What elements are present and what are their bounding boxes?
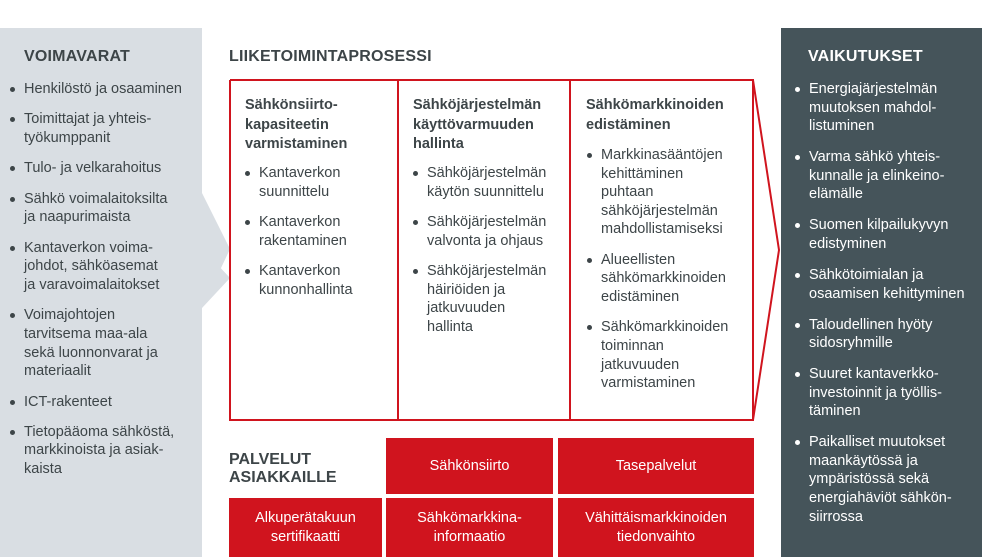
list-item: Suomen kilpailukyvyn edistyminen (795, 216, 980, 253)
impacts-title: VAIKUTUKSET (808, 48, 923, 65)
list-item: Sähkö voimalaitoksilta ja naapurimaista (10, 190, 200, 227)
list-item: Varma sähkö yhteis- kunnalle ja elinkeino- elämälle (795, 148, 980, 204)
resources-title: VOIMAVARAT (24, 48, 130, 65)
list-item: Voimajohtojen tarvitsema maa-ala sekä luonnonvarat ja materiaalit (10, 306, 200, 380)
process-column-list (413, 164, 568, 348)
list-item: Kantaverkon suunnittelu (245, 164, 395, 201)
list-item: Kantaverkon voima- johdot, sähköasemat ja varavoimalaitokset (10, 239, 200, 295)
list-item: Taloudellinen hyöty sidosryhmille (795, 316, 980, 353)
service-box: Alkuperätakuun sertifikaatti (229, 498, 382, 557)
list-item: ICT-rakenteet (10, 393, 200, 412)
list-item: Energiajärjestelmän muutoksen mahdol- listuminen (795, 80, 980, 136)
list-item: Alueellisten sähkömarkkinoiden edistäminen (587, 251, 752, 307)
list-item: Tietopääoma sähköstä, markkinoista ja asiak- kaista (10, 423, 200, 479)
list-item: Tulo- ja velkarahoitus (10, 159, 200, 178)
impacts-list (795, 80, 980, 539)
services-title: PALVELUT ASIAKKAILLE (229, 451, 337, 486)
service-box: Tasepalvelut (558, 438, 754, 494)
process-column-title: Sähkömarkkinoiden edistäminen (586, 97, 724, 133)
service-box: Sähkönsiirto (386, 438, 553, 494)
list-item: Markkinasääntöjen kehittäminen puhtaan sähköjärjestelmän mahdollistamiseksi (587, 146, 752, 239)
list-item: Sähkömarkkinoiden toiminnan jatkuvuuden varmistaminen (587, 318, 752, 392)
process-column-title: Sähkönsiirto- kapasiteetin varmistaminen (245, 97, 348, 152)
process-title: LIIKETOIMINTAPROSESSI (229, 48, 432, 65)
list-item: Kantaverkon rakentaminen (245, 213, 395, 250)
process-column-list (587, 146, 752, 405)
service-box: Vähittäismarkkinoiden tiedonvaihto (558, 498, 754, 557)
list-item: Sähkötoimialan ja osaamisen kehittyminen (795, 266, 980, 303)
list-item: Suuret kantaverkko- investoinnit ja työllis- täminen (795, 365, 980, 421)
list-item: Kantaverkon kunnonhallinta (245, 262, 395, 299)
list-item: Henkilöstö ja osaaminen (10, 80, 200, 99)
list-item: Toimittajat ja yhteis- työkumppanit (10, 110, 200, 147)
service-box: Sähkömarkkina- informaatio (386, 498, 553, 557)
list-item: Sähköjärjestelmän valvonta ja ohjaus (413, 213, 568, 250)
process-column-title: Sähköjärjestelmän käyttövarmuuden hallinta (413, 97, 542, 152)
list-item: Sähköjärjestelmän käytön suunnittelu (413, 164, 568, 201)
list-item: Paikalliset muutokset maankäytössä ja ympäristössä sekä energiahäviöt sähkön- siirrossa (795, 433, 980, 526)
list-item: Sähköjärjestelmän häiriöiden ja jatkuvuuden hallinta (413, 262, 568, 336)
process-column-list (245, 164, 395, 311)
